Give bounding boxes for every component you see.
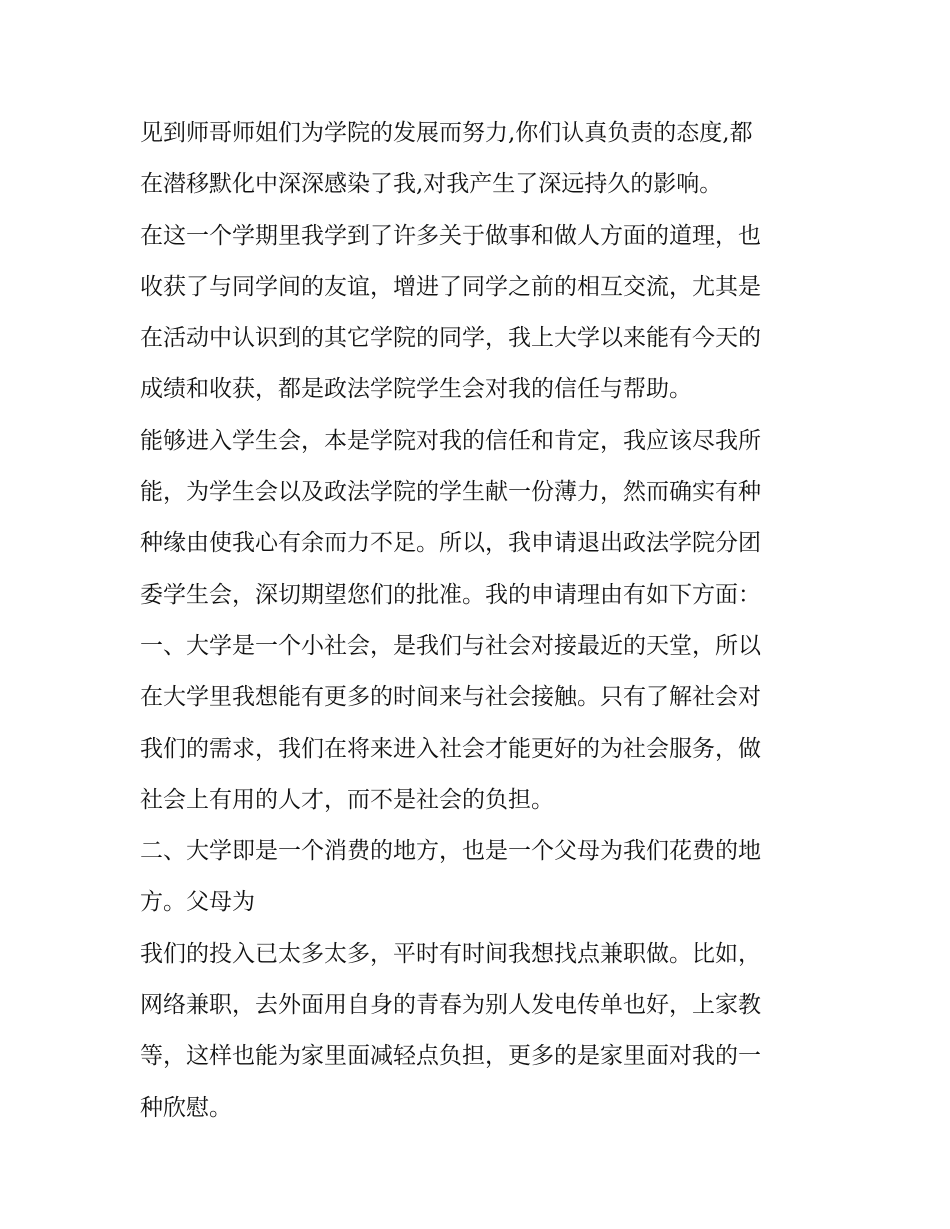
text-line: 能，为学生会以及政法学院的学生献一份薄力，然而确实有种: [140, 479, 761, 506]
text-line: 我们的需求，我们在将来进入社会才能更好的为社会服务，做: [140, 735, 761, 762]
text-line: 见到师哥师姐们为学院的发展而努力,你们认真负责的态度,都: [140, 120, 753, 146]
text-line: 方。父母为: [140, 889, 255, 916]
text-line: 种缘由使我心有余而力不足。所以，我申请退出政法学院分团: [140, 530, 761, 557]
text-line: 等，这样也能为家里面减轻点负担，更多的是家里面对我的一: [140, 1043, 761, 1070]
text-line: 种欣慰。: [140, 1094, 232, 1121]
text-line: 网络兼职，去外面用自身的青春为别人发电传单也好，上家教: [140, 992, 761, 1019]
text-line: 二、大学即是一个消费的地方，也是一个父母为我们花费的地: [140, 838, 761, 865]
text-line: 社会上有用的人才，而不是社会的负担。: [140, 786, 554, 813]
text-line: 收获了与同学间的友谊，增进了同学之前的相互交流，尤其是: [140, 273, 761, 300]
text-line: 在大学里我想能有更多的时间来与社会接触。只有了解社会对: [140, 684, 761, 711]
text-line: 在这一个学期里我学到了许多关于做事和做人方面的道理，也: [140, 222, 761, 249]
document-body: [140, 108, 830, 1134]
text-line: 在潜移默化中深深感染了我,对我产生了深远持久的影响。: [140, 171, 723, 198]
text-line: 一、大学是一个小社会，是我们与社会对接最近的天堂，所以: [140, 632, 761, 659]
text-line: 能够进入学生会，本是学院对我的信任和肯定，我应该尽我所: [140, 427, 761, 454]
text-line: 我们的投入已太多太多，平时有时间我想找点兼职做。比如，: [140, 940, 761, 967]
text-line: 成绩和收获，都是政法学院学生会对我的信任与帮助。: [140, 376, 692, 403]
text-line: 委学生会，深切期望您们的批准。我的申请理由有如下方面：: [140, 581, 761, 608]
text-line: 在活动中认识到的其它学院的同学，我上大学以来能有今天的: [140, 325, 761, 352]
